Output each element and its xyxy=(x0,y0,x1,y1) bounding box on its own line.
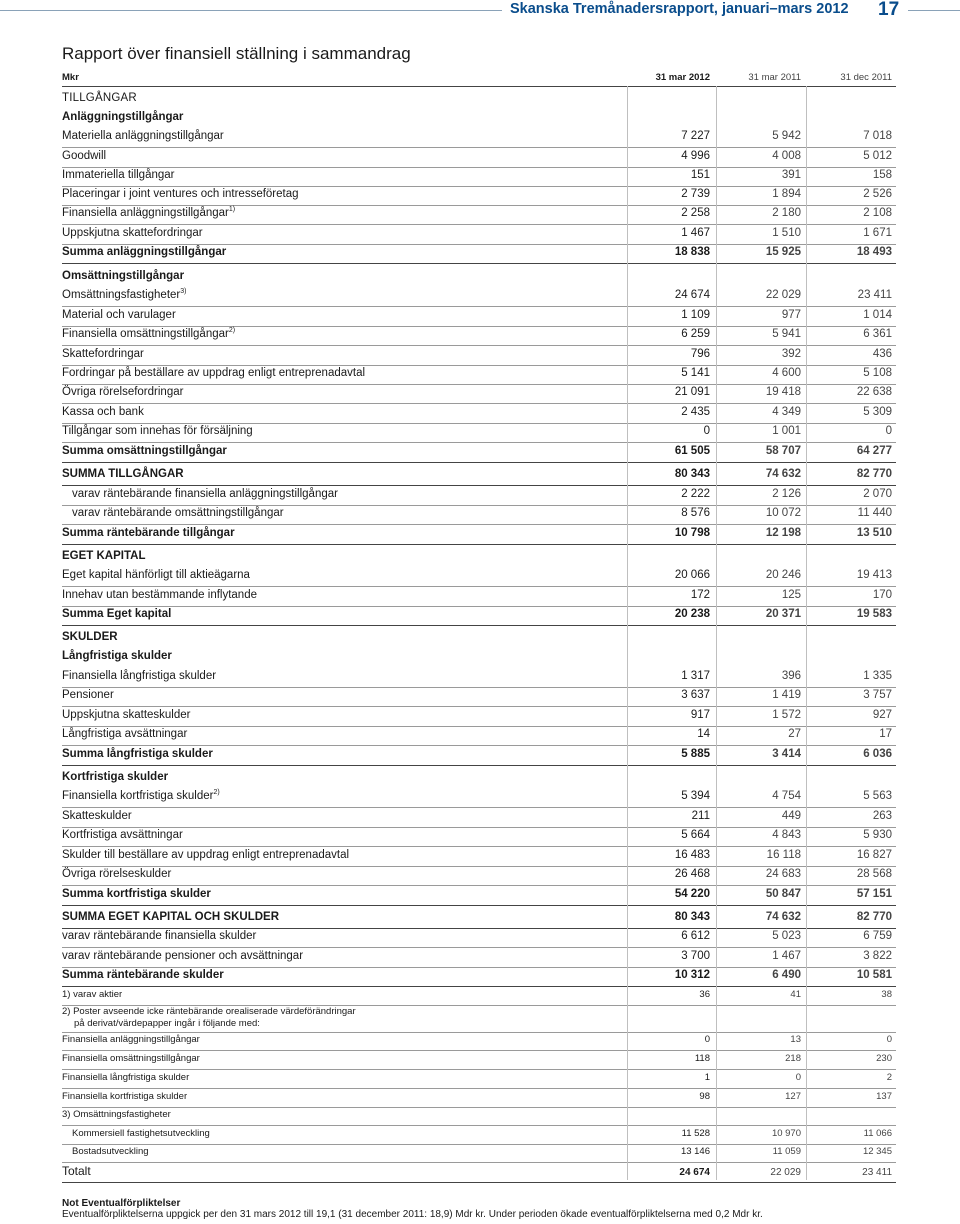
footnote xyxy=(62,1198,763,1220)
row-value-col3: 2 xyxy=(886,1072,892,1083)
row-value-col3: 13 510 xyxy=(856,527,892,539)
row-label-continuation: på derivat/värdepapper ingår i följande med: xyxy=(74,1018,260,1029)
footnote-text: Eventualförpliktelserna uppgick per den 31 mars 2012 till 19,1 (31 december 2011: 18,9) Mdr kr. Under perioden ökade eventualförpliktelserna med 0,2 Mdr kr. xyxy=(62,1209,763,1220)
row-value-col1: 14 xyxy=(697,728,710,740)
row-label: Fordringar på beställare av uppdrag enligt entreprenadavtal xyxy=(62,367,366,379)
row-value-col2: 22 029 xyxy=(765,289,801,301)
row-value-col1: 1 109 xyxy=(681,309,710,321)
row-value-col2: 15 925 xyxy=(765,246,801,258)
table-row xyxy=(62,810,896,828)
table-row xyxy=(62,1072,896,1089)
row-label: Finansiella omsättningstillgångar$^{2)}$ xyxy=(62,327,236,340)
row-label: 1) varav aktier xyxy=(62,989,123,1000)
row-value-col2: 19 418 xyxy=(765,386,801,398)
row-value-col1: 5 141 xyxy=(681,367,710,379)
row-label: Kortfristiga skulder xyxy=(62,771,169,783)
row-value-col2: 5 023 xyxy=(772,930,801,942)
footnote-heading: Not Eventualförpliktelser xyxy=(62,1198,181,1209)
row-value-col3: 12 345 xyxy=(862,1146,892,1157)
footnote-marker: 1) xyxy=(228,206,236,214)
row-value-col1: 2 739 xyxy=(681,188,710,200)
table-row xyxy=(62,488,896,506)
row-value-col2: 5 942 xyxy=(772,130,801,142)
row-value-col1: 24 674 xyxy=(674,289,710,301)
row-value-col1: 5 664 xyxy=(681,829,710,841)
row-label: Summa anläggningstillgångar xyxy=(62,246,227,258)
row-value-col2: 1 894 xyxy=(772,188,801,200)
table-row xyxy=(62,425,896,443)
row-value-col3: 28 568 xyxy=(856,868,892,880)
row-value-col3: 263 xyxy=(872,810,892,822)
table-row xyxy=(62,1164,896,1183)
row-value-col3: 38 xyxy=(881,989,892,1000)
row-value-col1: 54 220 xyxy=(674,888,710,900)
row-value-col3: 82 770 xyxy=(856,911,892,923)
row-label: 2) Poster avseende icke räntebärande orealiserade värdeförändringar xyxy=(62,1006,356,1017)
row-value-col1: 118 xyxy=(694,1053,710,1064)
table-row xyxy=(62,188,896,206)
row-label: varav räntebärande omsättningstillgångar xyxy=(72,507,284,519)
row-value-col3: 64 277 xyxy=(856,445,892,457)
row-value-col2: 392 xyxy=(781,348,801,360)
row-value-col3: 22 638 xyxy=(856,386,892,398)
row-value-col2: 6 490 xyxy=(772,969,801,981)
table-row xyxy=(62,790,896,808)
table-row xyxy=(62,1034,896,1051)
row-value-col3: 11 066 xyxy=(863,1128,892,1139)
row-value-col2: 391 xyxy=(781,169,801,181)
row-value-col1: 24 674 xyxy=(679,1167,710,1178)
footnote-marker: 3) xyxy=(180,288,187,296)
row-value-col1: 80 343 xyxy=(674,468,710,480)
row-label: Finansiella omsättningstillgångar xyxy=(62,1053,200,1064)
row-value-col2: 16 118 xyxy=(766,849,801,861)
row-label: Övriga rörelseskulder xyxy=(62,868,172,880)
row-value-col1: 796 xyxy=(690,348,710,360)
row-value-col1: 2 258 xyxy=(681,207,710,219)
report-header-title: Skanska Tremånadersrapport, januari–mars 2012 xyxy=(510,1,849,17)
table-row xyxy=(62,868,896,886)
row-label: Uppskjutna skatteskulder xyxy=(62,709,191,721)
table-row xyxy=(62,728,896,746)
row-value-col2: 4 754 xyxy=(772,790,801,802)
row-value-col3: 5 930 xyxy=(863,829,892,841)
table-row xyxy=(62,207,896,225)
row-label: Immateriella tillgångar xyxy=(62,169,175,181)
table-row xyxy=(62,670,896,688)
row-value-col3: 6 361 xyxy=(863,328,892,340)
table-row xyxy=(62,92,896,108)
table-row xyxy=(62,150,896,168)
row-value-col3: 927 xyxy=(872,709,892,721)
row-value-col1: 1 317 xyxy=(681,670,710,682)
row-label: EGET KAPITAL xyxy=(62,550,146,562)
row-label: Kassa och bank xyxy=(62,406,144,418)
table-row xyxy=(62,111,896,128)
row-value-col3: 137 xyxy=(876,1091,892,1102)
table-row xyxy=(62,589,896,607)
table-row xyxy=(62,1006,896,1033)
row-label: Finansiella kortfristiga skulder$^{2)}$ xyxy=(62,789,220,802)
row-value-col3: 7 018 xyxy=(863,130,892,142)
table-row xyxy=(62,309,896,327)
table-row xyxy=(62,1109,896,1126)
row-value-col2: 58 707 xyxy=(765,445,801,457)
row-value-col3: 3 757 xyxy=(863,689,892,701)
row-value-col2: 41 xyxy=(790,989,801,1000)
row-value-col2: 4 843 xyxy=(772,829,801,841)
row-value-col3: 6 036 xyxy=(863,748,892,760)
page-title: Rapport över finansiell ställning i sammandrag xyxy=(62,44,411,63)
row-value-col2: 1 001 xyxy=(772,425,801,437)
row-label: Tillgångar som innehas för försäljning xyxy=(62,425,253,437)
row-label: Eget kapital hänförligt till aktieägarna xyxy=(62,569,250,581)
row-value-col3: 3 822 xyxy=(863,950,892,962)
row-value-col1: 13 146 xyxy=(680,1146,710,1157)
row-value-col3: 5 563 xyxy=(863,790,892,802)
row-value-col3: 2 108 xyxy=(863,207,892,219)
row-label: Finansiella långfristiga skulder xyxy=(62,1072,190,1083)
row-label: Kortfristiga avsättningar xyxy=(62,829,183,841)
row-value-col1: 3 637 xyxy=(681,689,710,701)
table-row xyxy=(62,406,896,424)
row-value-col1: 6 612 xyxy=(681,930,710,942)
row-value-col2: 4 600 xyxy=(772,367,801,379)
row-value-col2: 1 467 xyxy=(772,950,801,962)
row-value-col2: 2 180 xyxy=(772,207,801,219)
row-label: Uppskjutna skattefordringar xyxy=(62,227,203,239)
row-value-col1: 10 798 xyxy=(674,527,710,539)
row-value-col1: 7 227 xyxy=(681,130,710,142)
row-label: Summa långfristiga skulder xyxy=(62,748,213,760)
row-value-col2: 22 029 xyxy=(770,1167,801,1178)
row-label: Omsättningsfastigheter$^{3)}$ xyxy=(62,288,187,301)
row-value-col3: 18 493 xyxy=(856,246,892,258)
table-row xyxy=(62,569,896,587)
row-value-col2: 449 xyxy=(781,810,801,822)
column-header-dec-2011: 31 dec 2011 xyxy=(840,72,892,83)
table-row xyxy=(62,849,896,867)
table-row xyxy=(62,911,896,929)
row-label: Summa Eget kapital xyxy=(62,608,172,620)
row-value-col3: 230 xyxy=(876,1053,892,1064)
row-value-col1: 6 259 xyxy=(681,328,710,340)
row-value-col2: 977 xyxy=(781,309,801,321)
row-label: 3) Omsättningsfastigheter xyxy=(62,1109,171,1120)
table-row xyxy=(62,748,896,766)
table-row xyxy=(62,328,896,346)
row-value-col3: 436 xyxy=(872,348,892,360)
row-value-col3: 57 151 xyxy=(856,888,892,900)
table-row xyxy=(62,709,896,727)
row-value-col3: 11 440 xyxy=(857,507,892,519)
row-value-col1: 2 222 xyxy=(681,488,710,500)
row-value-col3: 2 070 xyxy=(863,488,892,500)
row-value-col1: 1 xyxy=(704,1072,710,1083)
row-value-col2: 74 632 xyxy=(765,911,801,923)
row-value-col1: 917 xyxy=(690,709,710,721)
footnote-marker: 2) xyxy=(213,789,220,797)
table-row xyxy=(62,227,896,245)
table-row xyxy=(62,888,896,906)
row-value-col1: 211 xyxy=(691,810,710,822)
table-row xyxy=(62,608,896,626)
row-value-col1: 172 xyxy=(690,589,710,601)
row-value-col3: 170 xyxy=(872,589,892,601)
row-value-col2: 1 510 xyxy=(772,227,801,239)
row-value-col2: 74 632 xyxy=(765,468,801,480)
row-value-col1: 4 996 xyxy=(681,150,710,162)
row-label: Finansiella långfristiga skulder xyxy=(62,670,217,682)
row-label: varav räntebärande finansiella anläggningstillgångar xyxy=(72,488,338,500)
row-value-col3: 5 012 xyxy=(863,150,892,162)
row-value-col3: 19 583 xyxy=(856,608,892,620)
footnote-marker: 2) xyxy=(228,327,236,335)
row-value-col1: 10 312 xyxy=(674,969,710,981)
row-value-col1: 0 xyxy=(704,1034,710,1045)
row-label: Goodwill xyxy=(62,150,107,162)
row-value-col1: 0 xyxy=(703,425,710,437)
row-value-col1: 20 066 xyxy=(674,569,710,581)
table-row xyxy=(62,650,896,667)
row-label: Skattefordringar xyxy=(62,348,144,360)
column-divider xyxy=(806,86,807,1180)
row-label: SKULDER xyxy=(62,631,118,643)
table-row xyxy=(62,367,896,385)
row-label: varav räntebärande pensioner och avsättningar xyxy=(62,950,304,962)
row-value-col2: 20 371 xyxy=(765,608,801,620)
row-label: Anläggningstillgångar xyxy=(62,111,184,123)
row-value-col3: 23 411 xyxy=(862,1167,892,1178)
row-label: Finansiella anläggningstillgångar xyxy=(62,1034,200,1045)
row-value-col2: 4 008 xyxy=(772,150,801,162)
row-value-col1: 61 505 xyxy=(674,445,710,457)
row-value-col3: 23 411 xyxy=(857,289,892,301)
column-header-2012: 31 mar 2012 xyxy=(655,72,710,83)
row-value-col1: 98 xyxy=(699,1091,710,1102)
table-row xyxy=(62,270,896,287)
table-row xyxy=(62,689,896,707)
table-header-row xyxy=(62,72,896,87)
row-value-col2: 13 xyxy=(790,1034,801,1045)
table-row xyxy=(62,348,896,366)
row-label: Totalt xyxy=(62,1164,91,1178)
row-value-col2: 27 xyxy=(788,728,801,740)
row-value-col3: 82 770 xyxy=(856,468,892,480)
row-value-col3: 1 671 xyxy=(863,227,892,239)
row-label: Materiella anläggningstillgångar xyxy=(62,130,224,142)
row-value-col3: 5 108 xyxy=(863,367,892,379)
row-value-col1: 3 700 xyxy=(681,950,710,962)
table-row xyxy=(62,507,896,525)
row-value-col2: 125 xyxy=(781,589,801,601)
row-value-col2: 5 941 xyxy=(772,328,801,340)
row-value-col1: 20 238 xyxy=(674,608,710,620)
table-row xyxy=(62,631,896,648)
row-value-col3: 19 413 xyxy=(856,569,892,581)
row-label: Pensioner xyxy=(62,689,114,701)
row-value-col1: 16 483 xyxy=(674,849,710,861)
row-value-col1: 5 394 xyxy=(681,790,710,802)
row-value-col3: 0 xyxy=(886,1034,892,1045)
table-row xyxy=(62,930,896,948)
table-row xyxy=(62,527,896,545)
row-value-col3: 0 xyxy=(885,425,892,437)
row-value-col3: 1 335 xyxy=(863,670,892,682)
row-label: SUMMA TILLGÅNGAR xyxy=(62,468,184,480)
page-number: 17 xyxy=(878,0,900,20)
row-label: Material och varulager xyxy=(62,309,176,321)
table-row xyxy=(62,1146,896,1163)
row-value-col1: 18 838 xyxy=(674,246,710,258)
row-value-col1: 151 xyxy=(690,169,710,181)
table-row xyxy=(62,969,896,987)
table-row xyxy=(62,1128,896,1145)
row-value-col2: 11 059 xyxy=(772,1146,801,1157)
row-value-col2: 396 xyxy=(781,670,801,682)
row-label: Bostadsutveckling xyxy=(72,1146,149,1157)
row-value-col1: 26 468 xyxy=(674,868,710,880)
table-row xyxy=(62,246,896,264)
row-value-col2: 3 414 xyxy=(772,748,801,760)
row-value-col3: 1 014 xyxy=(863,309,892,321)
row-value-col2: 1 572 xyxy=(772,709,801,721)
table-row xyxy=(62,829,896,847)
row-label: Långfristiga avsättningar xyxy=(62,728,188,740)
row-value-col3: 10 581 xyxy=(856,969,892,981)
row-label: Skulder till beställare av uppdrag enligt entreprenadavtal xyxy=(62,849,350,861)
row-value-col2: 218 xyxy=(785,1053,801,1064)
row-label: Omsättningstillgångar xyxy=(62,270,185,282)
row-label: Placeringar i joint ventures och intresseföretag xyxy=(62,188,299,200)
row-label: Summa räntebärande tillgångar xyxy=(62,527,235,539)
row-label: Övriga rörelsefordringar xyxy=(62,386,184,398)
row-label: Innehav utan bestämmande inflytande xyxy=(62,589,257,601)
row-value-col2: 4 349 xyxy=(772,406,801,418)
table-row xyxy=(62,445,896,463)
column-divider xyxy=(716,86,717,1180)
column-divider xyxy=(627,86,628,1180)
row-value-col1: 80 343 xyxy=(674,911,710,923)
row-label: Finansiella kortfristiga skulder xyxy=(62,1091,188,1102)
row-label: SUMMA EGET KAPITAL OCH SKULDER xyxy=(62,911,280,923)
row-label: Finansiella anläggningstillgångar$^{1)}$ xyxy=(62,206,236,219)
row-value-col2: 1 419 xyxy=(772,689,801,701)
row-value-col2: 2 126 xyxy=(772,488,801,500)
table-row xyxy=(62,386,896,404)
table-row xyxy=(62,289,896,307)
row-label: Summa kortfristiga skulder xyxy=(62,888,211,900)
row-value-col2: 10 970 xyxy=(771,1128,801,1139)
row-value-col2: 50 847 xyxy=(765,888,801,900)
table-row xyxy=(62,468,896,486)
row-value-col1: 36 xyxy=(699,989,710,1000)
row-value-col1: 21 091 xyxy=(674,386,710,398)
row-value-col3: 16 827 xyxy=(856,849,892,861)
table-row xyxy=(62,550,896,567)
row-value-col3: 5 309 xyxy=(863,406,892,418)
table-row xyxy=(62,989,896,1006)
row-label: Långfristiga skulder xyxy=(62,650,172,662)
row-label: Skatteskulder xyxy=(62,810,132,822)
row-value-col1: 11 528 xyxy=(681,1128,710,1139)
table-row xyxy=(62,1053,896,1070)
row-value-col1: 2 435 xyxy=(681,406,710,418)
row-value-col2: 24 683 xyxy=(765,868,801,880)
row-value-col2: 10 072 xyxy=(765,507,801,519)
table-row xyxy=(62,169,896,187)
row-value-col3: 2 526 xyxy=(863,188,892,200)
row-value-col1: 8 576 xyxy=(681,507,710,519)
column-header-unit: Mkr xyxy=(62,72,79,83)
row-value-col1: 1 467 xyxy=(681,227,710,239)
row-label: Summa omsättningstillgångar xyxy=(62,445,227,457)
row-value-col2: 20 246 xyxy=(765,569,801,581)
column-header-2011: 31 mar 2011 xyxy=(748,72,801,83)
table-row xyxy=(62,130,896,148)
row-value-col2: 127 xyxy=(785,1091,801,1102)
row-value-col2: 0 xyxy=(795,1072,801,1083)
row-label: TILLGÅNGAR xyxy=(62,92,137,104)
row-value-col1: 5 885 xyxy=(681,748,710,760)
row-value-col2: 12 198 xyxy=(765,527,801,539)
row-value-col3: 17 xyxy=(879,728,892,740)
row-label: Summa räntebärande skulder xyxy=(62,969,224,981)
table-row xyxy=(62,950,896,968)
table-row xyxy=(62,771,896,788)
table-row xyxy=(62,1091,896,1108)
row-label: varav räntebärande finansiella skulder xyxy=(62,930,257,942)
row-label: Kommersiell fastighetsutveckling xyxy=(72,1128,210,1139)
row-value-col3: 158 xyxy=(872,169,892,181)
row-value-col3: 6 759 xyxy=(863,930,892,942)
